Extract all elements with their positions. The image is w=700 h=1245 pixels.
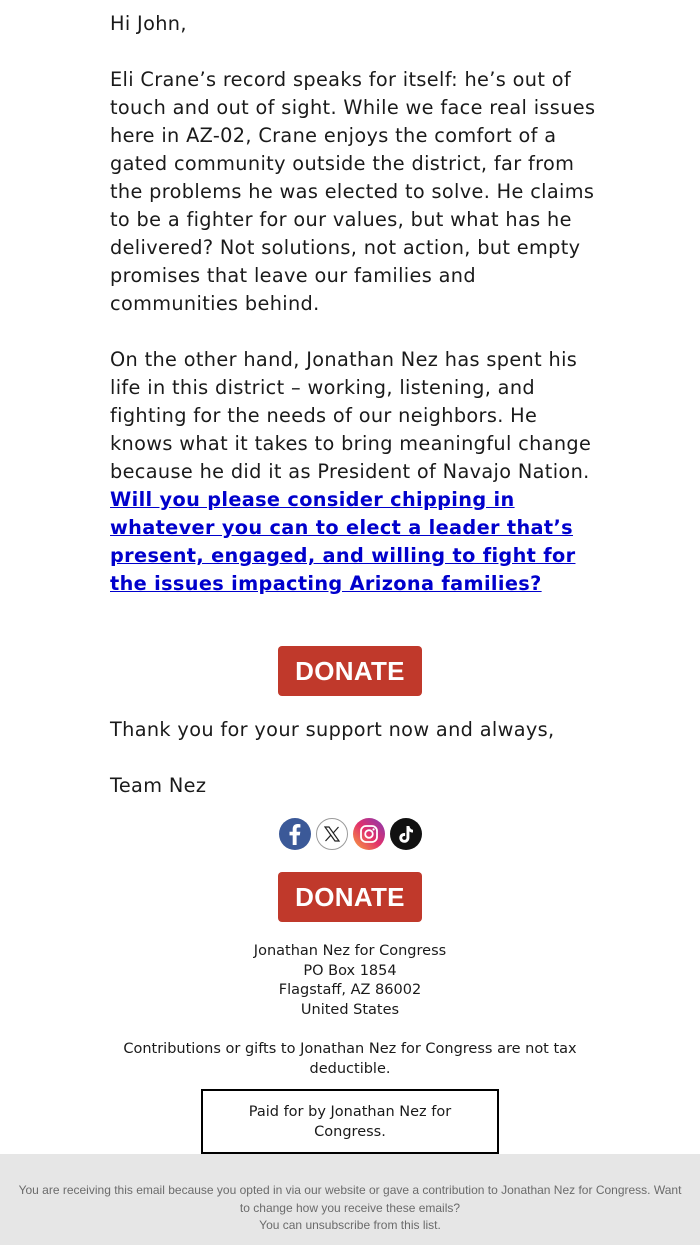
mailing-address xyxy=(0,942,700,1020)
donate-button-row-bottom xyxy=(0,872,700,922)
tax-disclaimer xyxy=(0,1040,700,1079)
city-state-zip: Flagstaff, AZ 86002 xyxy=(278,982,422,998)
unsubscribe-link[interactable]: You can unsubscribe from this list. xyxy=(259,1218,441,1232)
thanks-line: Thank you for your support now and always, xyxy=(110,718,555,741)
donate-button[interactable]: DONATE xyxy=(278,646,422,696)
donate-button-row-top xyxy=(0,646,700,696)
optin-notice: You are receiving this email because you opted in via our website or gave a contribution to Jonathan Nez for Congress. Want to change how you receive these emails? xyxy=(18,1183,682,1215)
instagram-icon[interactable] xyxy=(353,818,385,850)
paid-for-text: Paid for by Jonathan Nez for Congress. xyxy=(248,1103,452,1140)
po-box: PO Box 1854 xyxy=(303,962,397,979)
email-body xyxy=(110,10,600,598)
paragraph-nez-text: On the other hand, Jonathan Nez has spent his life in this district – working, listening, and fighting for the needs of our neighbors. He knows what it takes to bring meaningful change because he did it as President of Navajo Nation. xyxy=(110,348,592,483)
donate-button-footer[interactable]: DONATE xyxy=(278,872,422,922)
paragraph-nez-record xyxy=(110,346,600,598)
donation-ask-link[interactable]: Will you please consider chipping in whatever you can to elect a leader that’s present, engaged, and willing to fight for the issues impacting Arizona families? xyxy=(110,488,576,595)
tiktok-icon[interactable] xyxy=(390,818,422,850)
paragraph-crane-record: Eli Crane’s record speaks for itself: he’s out of touch and out of sight. While we face real issues here in AZ-02, Crane enjoys the comfort of a gated community outside the district, far from the problems he was elected to solve. He claims to be a fighter for our values, but what has he delivered? Not solutions, not action, but empty promises that leave our families and communities behind. xyxy=(110,68,596,315)
greeting: Hi John, xyxy=(110,12,187,35)
subscription-footer xyxy=(0,1154,700,1245)
country: United States xyxy=(300,1001,400,1018)
facebook-icon[interactable] xyxy=(279,818,311,850)
social-links xyxy=(0,818,700,854)
paid-for-box xyxy=(201,1089,499,1154)
tax-note: Contributions or gifts to Jonathan Nez for Congress are not tax deductible. xyxy=(123,1041,577,1077)
signoff: Team Nez xyxy=(110,774,207,797)
org-name: Jonathan Nez for Congress xyxy=(253,943,447,959)
x-icon[interactable] xyxy=(316,818,348,850)
